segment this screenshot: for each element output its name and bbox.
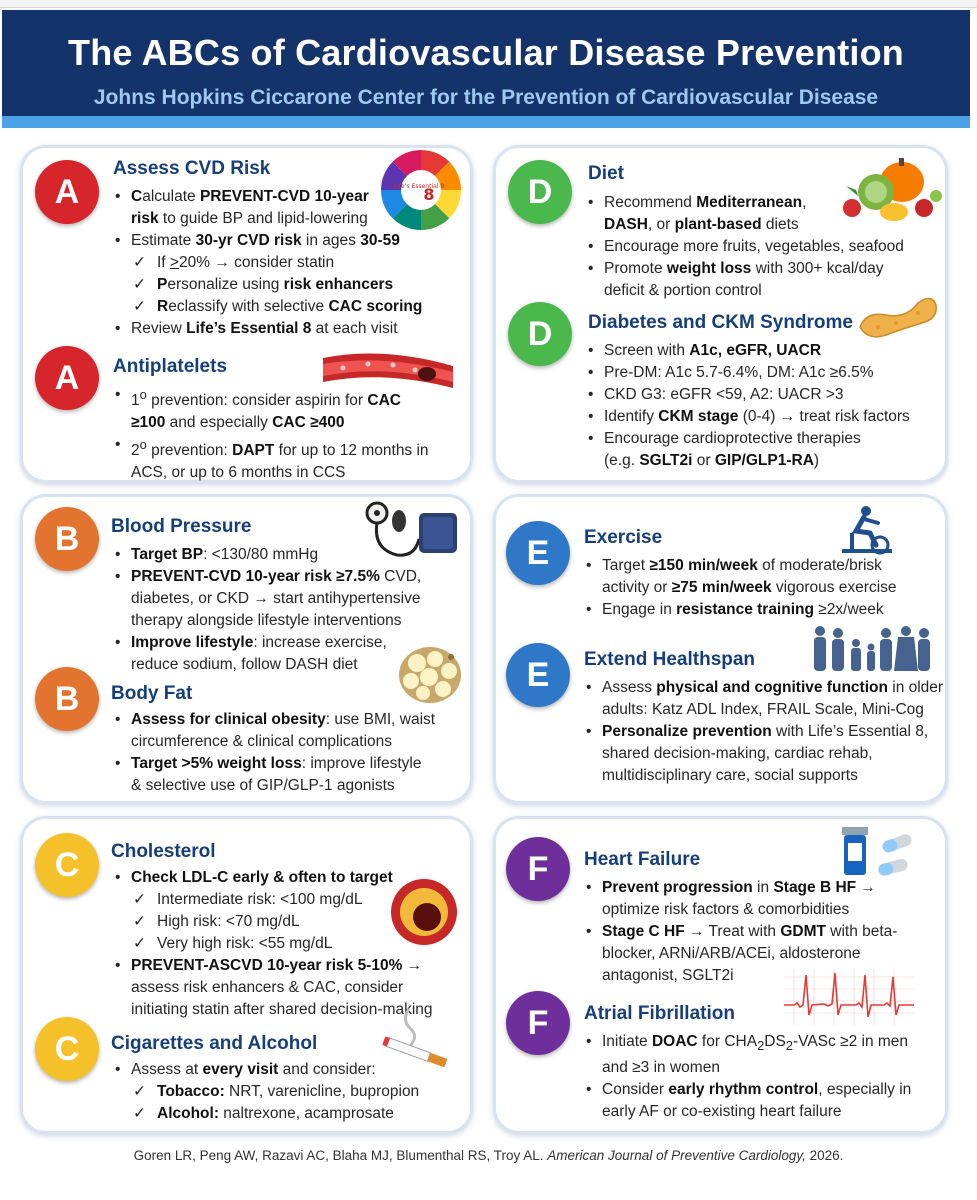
exercise-bike-icon [836, 505, 896, 555]
list-item: • Screen with A1c, eGFR, UACR [582, 340, 942, 362]
list-item: • Calculate PREVENT-CVD 10-year [109, 186, 454, 208]
list-item: • Target BP: <130/80 mmHg [109, 544, 459, 566]
list-item-continued: risk to guide BP and lipid-lowering [131, 210, 368, 227]
list-item-continued: ≥100 and especially CAC ≥400 [131, 414, 345, 432]
vegetables-icon [838, 156, 942, 228]
citation-journal: American Journal of Preventive Cardiology, [547, 1148, 806, 1163]
fat-cells-icon [397, 645, 463, 705]
letter-badge-d-2: D [508, 302, 572, 366]
list-item: • Promote weight loss with 300+ kcal/day [582, 258, 942, 280]
list-item-continued: therapy alongside lifestyle interventions [131, 612, 402, 629]
list-item-continued: & selective use of GIP/GLP-1 agonists [131, 777, 395, 794]
healthspan-list [580, 677, 946, 787]
pancreas-icon [856, 293, 940, 343]
top-strip [0, 0, 977, 8]
list-item-continued: optimize risk factors & comorbidities [602, 901, 850, 918]
blood-pressure-cuff-icon [363, 499, 461, 565]
diabetes-list [582, 340, 942, 472]
list-item: • Prevent progression in Stage B HF → [580, 877, 940, 899]
letter-badge-a: A [35, 160, 99, 224]
family-generations-icon [810, 625, 934, 673]
page-title: The ABCs of Cardiovascular Disease Prevention [68, 32, 904, 73]
list-item: • Engage in resistance training ≥2x/week [580, 599, 940, 621]
header-banner [2, 10, 970, 128]
section-title-diabetes: Diabetes and CKM Syndrome [588, 312, 853, 333]
letter-badge-c-2: C [35, 1017, 99, 1081]
header-accent-stripe [2, 116, 970, 128]
artery-clot-icon [323, 348, 453, 396]
list-item-continued: reduce sodium, follow DASH diet [131, 656, 358, 673]
list-item: • Improve lifestyle: increase exercise, [109, 632, 459, 654]
exercise-list [580, 555, 940, 621]
list-subitem: ✓ Tobacco: NRT, varenicline, bupropion [109, 1081, 459, 1103]
list-item-continued: ACS, or up to 6 months in CCS [131, 464, 346, 482]
section-title-exercise: Exercise [584, 527, 663, 548]
lifes-essential-8-icon [379, 148, 463, 232]
list-item: • PREVENT-CVD 10-year risk ≥7.5% CVD, [109, 566, 459, 588]
panel-f [493, 816, 948, 1134]
list-item: • Consider early rhythm control, especially in [580, 1079, 940, 1101]
list-item-continued: adults: Katz ADL Index, FRAIL Scale, Mini-Cog [602, 701, 924, 718]
letter-badge-d: D [508, 160, 572, 224]
list-item: • Assess at every visit and consider: [109, 1059, 459, 1081]
section-title-body-fat: Body Fat [111, 683, 193, 704]
list-item-continued: circumference & clinical complications [131, 733, 393, 750]
list-item: • CKD G3: eGFR <59, A2: UACR >3 [582, 384, 942, 406]
list-item: • Stage C HF → Treat with GDMT with beta- [580, 921, 940, 943]
list-item: • Recommend Mediterranean, [582, 192, 942, 214]
list-item: • 2$^o$ prevention: DAPT for up to 12 months in [109, 434, 459, 462]
list-subitem: ✓ Intermediate risk: <100 mg/dL [109, 889, 459, 911]
panel-a [20, 145, 473, 483]
letter-badge-e: E [506, 521, 570, 585]
list-item-continued: and ≥3 in women [602, 1059, 720, 1077]
citation-year: 2026. [805, 1148, 844, 1163]
list-item: • PREVENT-ASCVD 10-year risk 5-10% → [109, 955, 459, 977]
list-item: • Encourage cardioprotective therapies [582, 428, 942, 450]
letter-badge-c: C [35, 833, 99, 897]
section-title-healthspan: Extend Healthspan [584, 649, 756, 670]
medication-pills-icon [838, 823, 922, 881]
svg-text:Life’s Essential 8: Life’s Essential 8 [393, 183, 445, 190]
bodyfat-list [109, 709, 459, 797]
list-subitem: ✓ High risk: <70 mg/dL [109, 911, 459, 933]
list-item: • Estimate 30-yr CVD risk in ages 30-59 [109, 230, 454, 252]
list-item: • Review Life’s Essential 8 at each visit [109, 318, 454, 340]
list-item: • Encourage more fruits, vegetables, seafood [582, 236, 942, 258]
panel-c [20, 816, 473, 1134]
panel-b [20, 494, 473, 804]
letter-badge-e-2: E [506, 643, 570, 707]
artery-plaque-icon [389, 877, 459, 947]
ecg-strip-icon [784, 969, 914, 1025]
list-item: • Target >5% weight loss: improve lifestyle [109, 753, 459, 775]
letter-badge-b: B [35, 507, 99, 571]
list-item-continued: assess risk enhancers & CAC, consider [131, 979, 404, 996]
list-item: • Target ≥150 min/week of moderate/brisk [580, 555, 940, 577]
section-title-blood-pressure: Blood Pressure [111, 516, 252, 537]
citation [0, 1148, 977, 1163]
citation-authors: Goren LR, Peng AW, Razavi AC, Blaha MJ, Blumenthal RS, Troy AL. [133, 1148, 548, 1163]
list-item-continued: antagonist, SGLT2i [602, 967, 734, 984]
af-list [580, 1031, 940, 1123]
section-title-atrial-fibrillation: Atrial Fibrillation [584, 1003, 735, 1024]
list-item-continued: blocker, ARNi/ARB/ACEi, aldosterone [602, 945, 861, 962]
list-item: • Identify CKM stage (0-4) → treat risk factors [582, 406, 942, 428]
page-subtitle: Johns Hopkins Ciccarone Center for the Prevention of Cardiovascular Disease [93, 86, 879, 109]
list-item: • Check LDL-C early & often to target [109, 867, 459, 889]
list-item: • 1$^o$ prevention: consider aspirin for CAC [109, 384, 459, 412]
list-item-continued: shared decision-making, cardiac rehab, [602, 745, 873, 762]
list-item-continued: early AF or co-existing heart failure [602, 1103, 842, 1121]
letter-badge-f-2: F [506, 991, 570, 1055]
list-subitem: ✓ Personalize using risk enhancers [109, 274, 454, 296]
list-item-continued: diabetes, or CKD → start antihypertensive [131, 590, 421, 607]
section-title-cholesterol: Cholesterol [111, 841, 216, 862]
letter-badge-a-2: A [35, 346, 99, 410]
section-title-cigarettes: Cigarettes and Alcohol [111, 1033, 318, 1054]
section-title-antiplatelets: Antiplatelets [113, 356, 228, 377]
svg-text:8: 8 [423, 185, 435, 204]
panel-d [493, 145, 948, 483]
cigarette-icon [379, 1005, 459, 1071]
list-subitem: ✓ Very high risk: <55 mg/dL [109, 933, 459, 955]
letter-badge-b-2: B [35, 667, 99, 731]
list-item: • Initiate DOAC for $CHA_2DS_2$-VASc ≥2 in men [580, 1031, 940, 1057]
list-item-continued: DASH, or plant-based diets [604, 216, 799, 233]
list-item-continued: (e.g. SGLT2i or GIP/GLP1-RA) [604, 452, 820, 469]
list-item: • Assess for clinical obesity: use BMI, waist [109, 709, 459, 731]
letter-badge-f: F [506, 837, 570, 901]
antiplatelets-list [109, 384, 459, 484]
list-item: • Assess physical and cognitive function in older [580, 677, 946, 699]
list-subitem: ✓ If >20% → consider statin [109, 252, 454, 274]
list-item-continued: initiating statin after shared decision-making [131, 1001, 433, 1018]
section-title-assess: Assess CVD Risk [113, 158, 271, 179]
list-item: • Pre-DM: A1c 5.7-6.4%, DM: A1c ≥6.5% [582, 362, 942, 384]
section-title-diet: Diet [588, 163, 624, 184]
list-item: • Personalize prevention with Life’s Essential 8, [580, 721, 946, 743]
list-subitem: ✓ Reclassify with selective CAC scoring [109, 296, 454, 318]
list-subitem: ✓ Alcohol: naltrexone, acamprosate [109, 1103, 459, 1125]
list-item-continued: deficit & portion control [604, 282, 762, 299]
list-item-continued: multidisciplinary care, social supports [602, 767, 858, 784]
panel-e [493, 494, 948, 804]
section-title-heart-failure: Heart Failure [584, 849, 701, 870]
list-item-continued: activity or ≥75 min/week vigorous exercise [602, 579, 897, 596]
